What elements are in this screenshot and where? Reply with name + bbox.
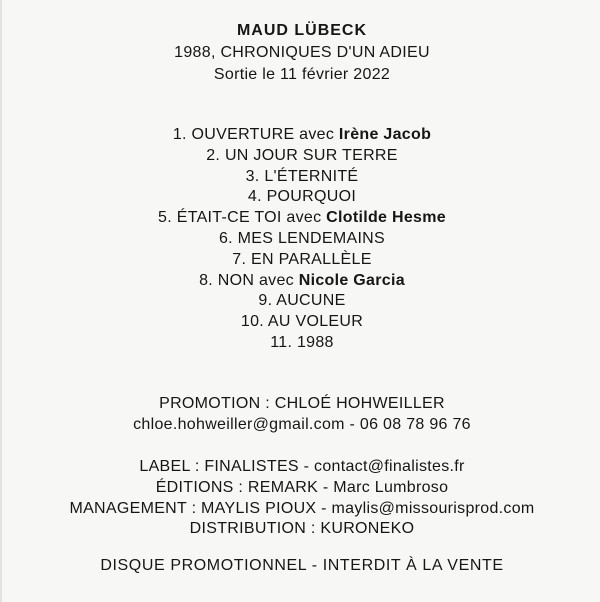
promotion-line: PROMOTION : CHLOÉ HOHWEILLER	[159, 395, 445, 412]
track-number: 9.	[258, 292, 273, 310]
track-number: 10.	[240, 313, 265, 331]
track-guest-artist: Irène Jacob	[338, 126, 432, 143]
track-number: 11.	[270, 333, 293, 351]
track-item	[2, 250, 600, 271]
track-title: AU VOLEUR	[267, 313, 364, 331]
track-item	[2, 291, 600, 312]
track-number: 7.	[232, 250, 247, 268]
album-title: 1988, CHRONIQUES D'UN ADIEU	[174, 44, 430, 61]
credit-line: ÉDITIONS : REMARK - Marc Lumbroso	[155, 478, 449, 496]
track-guest-artist: Nicole Garcia	[298, 271, 405, 289]
track-number: 6.	[218, 229, 233, 247]
track-title: 1988	[296, 333, 334, 351]
release-date: Sortie le 11 février 2022	[213, 66, 391, 83]
credits-block	[2, 457, 600, 540]
promo-notice: DISQUE PROMOTIONNEL - INTERDIT À LA VENTE	[100, 557, 504, 574]
track-item	[2, 146, 600, 167]
track-number: 2.	[206, 146, 221, 164]
track-item	[2, 271, 600, 292]
track-title: NON	[217, 271, 255, 289]
track-item	[2, 229, 600, 250]
credit-line: MANAGEMENT : MAYLIS PIOUX - maylis@missourisprod.com	[69, 499, 535, 517]
track-title: EN PARALLÈLE	[251, 250, 372, 268]
track-item	[2, 187, 600, 208]
track-number: 5.	[158, 209, 172, 227]
promotion-contact: chloe.hohweiller@gmail.com - 06 08 78 96 76	[133, 416, 471, 433]
track-item	[2, 333, 600, 354]
track-title: UN JOUR SUR TERRE	[224, 146, 398, 164]
track-title: OUVERTURE	[191, 126, 295, 143]
credit-line: DISTRIBUTION : KURONEKO	[189, 520, 415, 538]
track-item	[2, 208, 600, 229]
track-feat-word: avec	[299, 126, 335, 143]
track-feat-word: avec	[286, 209, 322, 227]
track-title: AUCUNE	[276, 292, 346, 310]
credit-line: LABEL : FINALISTES - contact@finalistes.fr	[139, 458, 465, 475]
track-guest-artist: Clotilde Hesme	[326, 209, 446, 227]
track-number: 3.	[245, 167, 260, 185]
track-item	[2, 125, 600, 146]
track-title: MES LENDEMAINS	[237, 229, 386, 247]
track-number: 8.	[199, 271, 214, 289]
track-title: POURQUOI	[266, 188, 357, 206]
track-title: ÉTAIT-CE TOI	[176, 209, 282, 227]
track-number: 4.	[247, 188, 262, 206]
artist-name: MAUD LÜBECK	[236, 22, 368, 39]
track-title: L'ÉTERNITÉ	[264, 167, 359, 185]
track-item	[2, 167, 600, 188]
track-number: 1.	[172, 126, 187, 143]
tracklist	[2, 125, 600, 354]
track-item	[2, 312, 600, 333]
track-feat-word: avec	[258, 271, 294, 289]
